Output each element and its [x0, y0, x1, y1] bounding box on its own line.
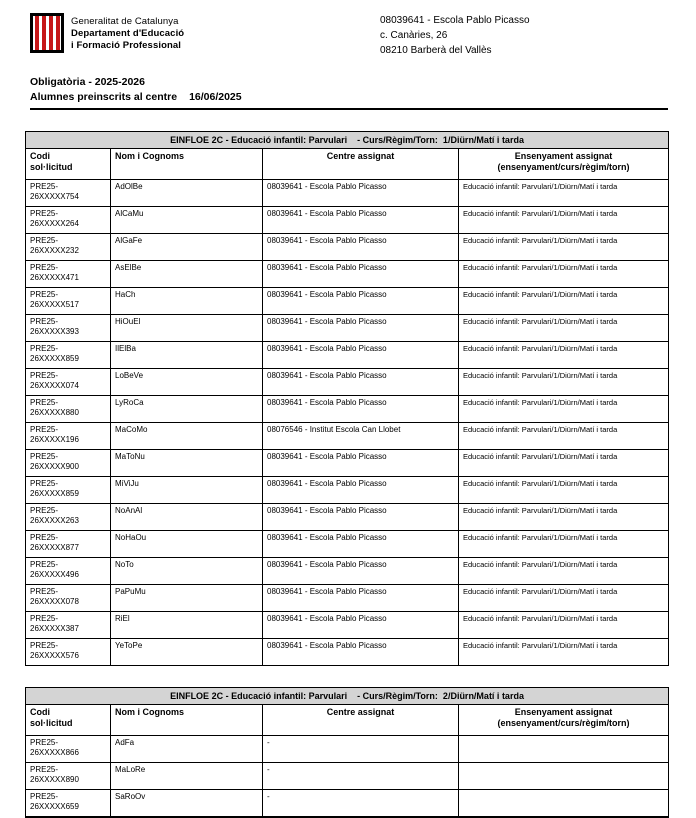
centre-cell: 08039641 - Escola Pablo Picasso [263, 207, 459, 234]
codi-number: 26XXXXX393 [30, 327, 79, 336]
col-header-codi [26, 149, 111, 180]
table-row [26, 342, 669, 369]
codi-cell [26, 207, 111, 234]
col-header-ens-line1: Ensenyament assignat [514, 707, 613, 717]
ensenyament-cell: Educació infantil: Parvulari/1/Diürn/Matí i tarda [459, 342, 669, 369]
codi-number: 26XXXXX877 [30, 543, 79, 552]
ensenyament-cell: Educació infantil: Parvulari/1/Diürn/Matí i tarda [459, 315, 669, 342]
name-cell: AdFa [111, 736, 263, 763]
ensenyament-cell: Educació infantil: Parvulari/1/Diürn/Matí i tarda [459, 531, 669, 558]
document-header [0, 0, 696, 58]
codi-number: 26XXXXX859 [30, 354, 79, 363]
codi-number: 26XXXXX078 [30, 597, 79, 606]
centre-cell: 08039641 - Escola Pablo Picasso [263, 531, 459, 558]
codi-cell [26, 504, 111, 531]
codi-prefix: PRE25- [30, 317, 59, 326]
table-row [26, 504, 669, 531]
codi-number: 26XXXXX866 [30, 748, 79, 757]
centre-cell: 08039641 - Escola Pablo Picasso [263, 450, 459, 477]
preinscrits-table-2 [25, 687, 669, 818]
table-row [26, 790, 669, 818]
centre-cell: 08039641 - Escola Pablo Picasso [263, 261, 459, 288]
table-row [26, 612, 669, 639]
title-rule [30, 108, 668, 110]
school-city: 08210 Barberà del Vallès [380, 45, 492, 56]
table-1-group-header-row [26, 132, 669, 149]
name-cell: AlCaMu [111, 207, 263, 234]
table-2-column-header-row [26, 705, 669, 736]
col-header-ensenyament [459, 705, 669, 736]
codi-prefix: PRE25- [30, 738, 59, 747]
codi-prefix: PRE25- [30, 452, 59, 461]
codi-prefix: PRE25- [30, 560, 59, 569]
centre-cell: 08039641 - Escola Pablo Picasso [263, 504, 459, 531]
codi-number: 26XXXXX196 [30, 435, 79, 444]
codi-prefix: PRE25- [30, 641, 59, 650]
name-cell: MaCoMo [111, 423, 263, 450]
centre-cell: - [263, 763, 459, 790]
codi-cell [26, 423, 111, 450]
codi-prefix: PRE25- [30, 290, 59, 299]
name-cell: SaRoOv [111, 790, 263, 818]
table-row [26, 261, 669, 288]
codi-prefix: PRE25- [30, 371, 59, 380]
codi-prefix: PRE25- [30, 236, 59, 245]
codi-prefix: PRE25- [30, 792, 59, 801]
org-block [30, 13, 184, 53]
ensenyament-cell: Educació infantil: Parvulari/1/Diürn/Matí i tarda [459, 504, 669, 531]
codi-number: 26XXXXX471 [30, 273, 79, 282]
codi-number: 26XXXXX387 [30, 624, 79, 633]
col-header-nom: Nom i Cognoms [111, 149, 263, 180]
ensenyament-cell: Educació infantil: Parvulari/1/Diürn/Matí i tarda [459, 639, 669, 666]
codi-number: 26XXXXX232 [30, 246, 79, 255]
name-cell: HiOuEl [111, 315, 263, 342]
ensenyament-cell: Educació infantil: Parvulari/1/Diürn/Matí i tarda [459, 234, 669, 261]
col-header-codi-line2: sol·licitud [30, 718, 73, 728]
centre-cell: 08039641 - Escola Pablo Picasso [263, 612, 459, 639]
codi-prefix: PRE25- [30, 587, 59, 596]
centre-cell: 08039641 - Escola Pablo Picasso [263, 315, 459, 342]
titles-block [30, 76, 668, 110]
preinscrits-table-1 [25, 131, 669, 666]
name-cell: AsElBe [111, 261, 263, 288]
codi-prefix: PRE25- [30, 479, 59, 488]
codi-prefix: PRE25- [30, 182, 59, 191]
list-date: 16/06/2025 [189, 91, 242, 103]
col-header-ens-line2: (ensenyament/curs/règim/torn) [497, 162, 630, 172]
table-row [26, 315, 669, 342]
ensenyament-cell: Educació infantil: Parvulari/1/Diürn/Matí i tarda [459, 288, 669, 315]
table-2-body [26, 736, 669, 818]
centre-cell: 08039641 - Escola Pablo Picasso [263, 477, 459, 504]
centre-cell: 08039641 - Escola Pablo Picasso [263, 396, 459, 423]
table-row [26, 558, 669, 585]
ensenyament-cell: Educació infantil: Parvulari/1/Diürn/Matí i tarda [459, 180, 669, 207]
ensenyament-cell: Educació infantil: Parvulari/1/Diürn/Matí i tarda [459, 612, 669, 639]
codi-cell [26, 612, 111, 639]
codi-number: 26XXXXX900 [30, 462, 79, 471]
ensenyament-cell: Educació infantil: Parvulari/1/Diürn/Matí i tarda [459, 477, 669, 504]
centre-cell: 08039641 - Escola Pablo Picasso [263, 639, 459, 666]
codi-prefix: PRE25- [30, 506, 59, 515]
codi-prefix: PRE25- [30, 765, 59, 774]
codi-cell [26, 315, 111, 342]
ensenyament-cell: Educació infantil: Parvulari/1/Diürn/Matí i tarda [459, 396, 669, 423]
centre-cell: 08039641 - Escola Pablo Picasso [263, 369, 459, 396]
table-row [26, 288, 669, 315]
codi-cell [26, 180, 111, 207]
col-header-codi-line2: sol·licitud [30, 162, 73, 172]
codi-number: 26XXXXX880 [30, 408, 79, 417]
table-row [26, 396, 669, 423]
codi-cell [26, 736, 111, 763]
col-header-ensenyament [459, 149, 669, 180]
ensenyament-cell: Educació infantil: Parvulari/1/Diürn/Matí i tarda [459, 558, 669, 585]
name-cell: MaLoRe [111, 763, 263, 790]
name-cell: IlElBa [111, 342, 263, 369]
org-department-line1: Departament d'Educació [71, 28, 185, 39]
name-cell: YeToPe [111, 639, 263, 666]
col-header-ens-line2: (ensenyament/curs/règim/torn) [497, 718, 630, 728]
col-header-centre: Centre assignat [263, 149, 459, 180]
codi-prefix: PRE25- [30, 209, 59, 218]
col-header-ens-line1: Ensenyament assignat [514, 151, 613, 161]
table-row [26, 180, 669, 207]
name-cell: RiEl [111, 612, 263, 639]
table-row [26, 450, 669, 477]
list-title-text: Alumnes preinscrits al centre [30, 91, 178, 103]
table-row [26, 423, 669, 450]
codi-cell [26, 639, 111, 666]
codi-prefix: PRE25- [30, 425, 59, 434]
col-header-codi-line1: Codi [30, 151, 50, 161]
list-title [30, 91, 668, 104]
codi-number: 26XXXXX496 [30, 570, 79, 579]
codi-cell [26, 342, 111, 369]
table-row [26, 763, 669, 790]
org-lines [71, 13, 184, 53]
centre-cell: 08039641 - Escola Pablo Picasso [263, 342, 459, 369]
codi-cell [26, 234, 111, 261]
stage-title: Obligatòria - 2025-2026 [30, 76, 145, 88]
table-1-body [26, 180, 669, 666]
centre-cell: 08039641 - Escola Pablo Picasso [263, 234, 459, 261]
codi-cell [26, 585, 111, 612]
table-1-group-header: EINFLOE 2C - Educació infantil: Parvulari - Curs/Règim/Torn: 1/Diürn/Matí i tarda [26, 132, 669, 149]
table-row [26, 207, 669, 234]
codi-cell [26, 261, 111, 288]
codi-number: 26XXXXX754 [30, 192, 79, 201]
table-row [26, 639, 669, 666]
codi-prefix: PRE25- [30, 614, 59, 623]
centre-cell: 08039641 - Escola Pablo Picasso [263, 288, 459, 315]
ensenyament-cell: Educació infantil: Parvulari/1/Diürn/Matí i tarda [459, 450, 669, 477]
centre-cell: - [263, 736, 459, 763]
codi-number: 26XXXXX890 [30, 775, 79, 784]
ensenyament-cell: Educació infantil: Parvulari/1/Diürn/Matí i tarda [459, 423, 669, 450]
name-cell: NoHaOu [111, 531, 263, 558]
codi-cell [26, 790, 111, 818]
codi-number: 26XXXXX074 [30, 381, 79, 390]
org-name: Generalitat de Catalunya [71, 16, 179, 27]
ensenyament-cell: Educació infantil: Parvulari/1/Diürn/Matí i tarda [459, 261, 669, 288]
codi-cell [26, 477, 111, 504]
codi-prefix: PRE25- [30, 344, 59, 353]
col-header-codi [26, 705, 111, 736]
codi-cell [26, 531, 111, 558]
centre-cell: - [263, 790, 459, 818]
name-cell: NoTo [111, 558, 263, 585]
ensenyament-cell [459, 790, 669, 818]
codi-cell [26, 450, 111, 477]
ensenyament-cell [459, 763, 669, 790]
school-address: c. Canàries, 26 [380, 30, 448, 41]
name-cell: NoAnAl [111, 504, 263, 531]
codi-number: 26XXXXX517 [30, 300, 79, 309]
org-department-line2: i Formació Professional [71, 40, 181, 51]
codi-prefix: PRE25- [30, 398, 59, 407]
codi-number: 26XXXXX859 [30, 489, 79, 498]
codi-number: 26XXXXX576 [30, 651, 79, 660]
ensenyament-cell: Educació infantil: Parvulari/1/Diürn/Matí i tarda [459, 585, 669, 612]
ensenyament-cell: Educació infantil: Parvulari/1/Diürn/Matí i tarda [459, 369, 669, 396]
table-row [26, 585, 669, 612]
generalitat-logo-icon [30, 13, 64, 53]
table-2-group-header: EINFLOE 2C - Educació infantil: Parvulari - Curs/Règim/Torn: 2/Diürn/Matí i tarda [26, 688, 669, 705]
col-header-centre: Centre assignat [263, 705, 459, 736]
codi-prefix: PRE25- [30, 533, 59, 542]
name-cell: HaCh [111, 288, 263, 315]
centre-cell: 08076546 - Institut Escola Can Llobet [263, 423, 459, 450]
name-cell: LyRoCa [111, 396, 263, 423]
table-row [26, 234, 669, 261]
centre-cell: 08039641 - Escola Pablo Picasso [263, 585, 459, 612]
school-code-name: 08039641 - Escola Pablo Picasso [380, 15, 530, 26]
table-row [26, 531, 669, 558]
name-cell: LoBeVe [111, 369, 263, 396]
name-cell: PaPuMu [111, 585, 263, 612]
centre-cell: 08039641 - Escola Pablo Picasso [263, 180, 459, 207]
codi-cell [26, 558, 111, 585]
name-cell: AlGaFe [111, 234, 263, 261]
table-2-group-header-row [26, 688, 669, 705]
name-cell: MiViJu [111, 477, 263, 504]
table-row [26, 477, 669, 504]
codi-cell [26, 763, 111, 790]
codi-number: 26XXXXX659 [30, 802, 79, 811]
codi-prefix: PRE25- [30, 263, 59, 272]
centre-cell: 08039641 - Escola Pablo Picasso [263, 558, 459, 585]
table-1-column-header-row [26, 149, 669, 180]
codi-number: 26XXXXX264 [30, 219, 79, 228]
name-cell: AdOlBe [111, 180, 263, 207]
table-row [26, 736, 669, 763]
ensenyament-cell: Educació infantil: Parvulari/1/Diürn/Matí i tarda [459, 207, 669, 234]
ensenyament-cell [459, 736, 669, 763]
name-cell: MaToNu [111, 450, 263, 477]
codi-cell [26, 288, 111, 315]
col-header-codi-line1: Codi [30, 707, 50, 717]
table-row [26, 369, 669, 396]
codi-cell [26, 396, 111, 423]
codi-cell [26, 369, 111, 396]
col-header-nom: Nom i Cognoms [111, 705, 263, 736]
codi-number: 26XXXXX263 [30, 516, 79, 525]
school-block [380, 13, 530, 58]
